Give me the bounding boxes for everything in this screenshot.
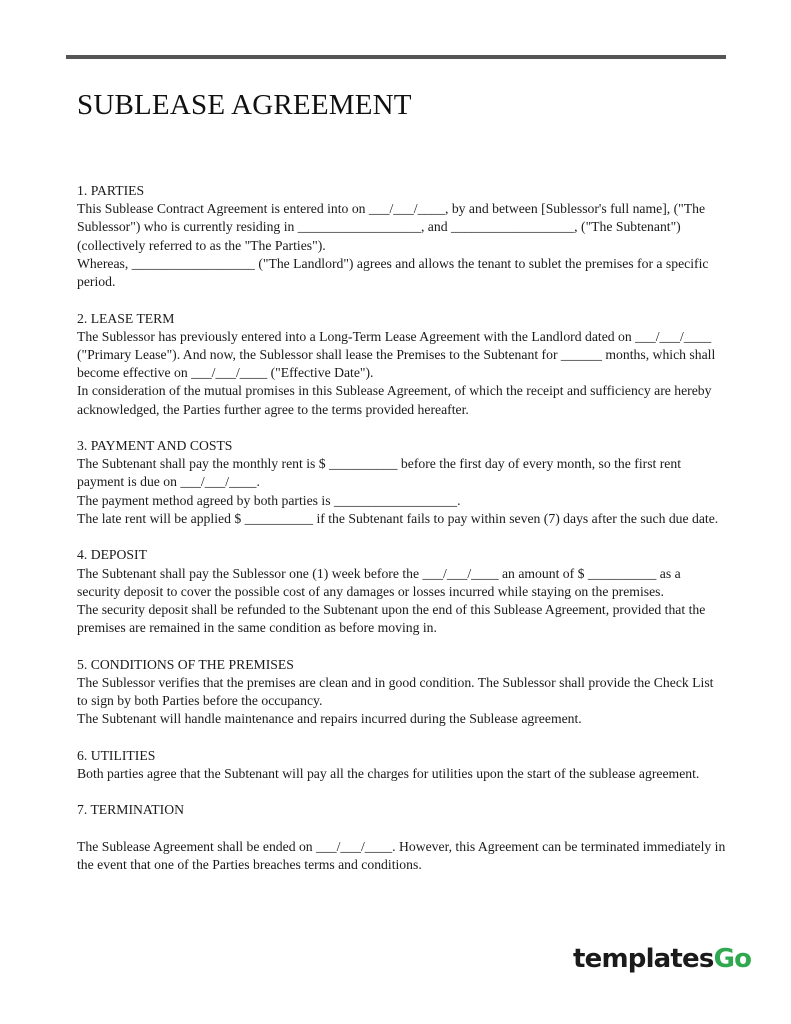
section-heading: 1. PARTIES [77, 183, 145, 198]
section-heading: 2. LEASE TERM [77, 310, 175, 326]
section-paragraph: The Subtenant shall pay the Sublessor one (1) week before the ___/___/____ an amount of $ __________ as a security deposit to cover the possible cost of any damages or losses incurred while staying on the premises. [77, 565, 681, 599]
section-deposit [77, 546, 727, 637]
section-paragraph: The Subtenant shall pay the monthly rent is $ __________ before the first day of every month, so the first rent payment is due on ___/___/____. [77, 456, 682, 490]
section-heading: 5. CONDITIONS OF THE PREMISES [77, 656, 294, 672]
section-payment-and-costs [77, 437, 727, 528]
section-paragraph: The Sublessor has previously entered into a Long-Term Lease Agreement with the Landlord dated on ___/___/____ ("Primary Lease"). And now, the Sublessor shall lease the Premises to the Subtenant for ______ months, which shall become effective on ___/___/____ ("Effective Date"). [77, 328, 716, 381]
top-divider [66, 55, 726, 59]
section-paragraph: Whereas, __________________ ("The Landlord") agrees and allows the tenant to sublet the premises for a specific period. [77, 255, 709, 290]
section-conditions-of-premises [77, 656, 727, 729]
logo-text-templates: templates [573, 944, 714, 974]
section-paragraph: The payment method agreed by both parties is __________________. [77, 492, 461, 508]
section-paragraph: The security deposit shall be refunded to the Subtenant upon the end of this Sublease Agreement, provided that the premises are remained in the same condition as before moving in. [77, 601, 706, 636]
section-paragraph: The Subtenant will handle maintenance and repairs incurred during the Sublease agreement. [77, 711, 582, 727]
document-title: SUBLEASE AGREEMENT [77, 89, 412, 121]
section-heading: 7. TERMINATION [77, 802, 184, 818]
templatesgo-logo [573, 944, 751, 974]
document-body [77, 182, 727, 893]
section-paragraph: The Sublessor verifies that the premises are clean and in good condition. The Sublessor shall provide the Check List to sign by both Parties before the occupancy. [77, 674, 714, 709]
section-utilities [77, 747, 727, 783]
section-paragraph: The late rent will be applied $ __________ if the Subtenant fails to pay within seven (7) days after the such due date. [77, 510, 719, 526]
section-paragraph: This Sublease Contract Agreement is entered into on ___/___/____, by and between [Sublessor's full name], ("The Sublessor") who is currently residing in __________________, and __________________, ("The Subtenant") (collectively referred to as the "The Parties"). [77, 201, 706, 253]
section-paragraph: In consideration of the mutual promises in this Sublease Agreement, of which the receipt and sufficiency are hereby acknowledged, the Parties further agree to the terms provided hereafter. [77, 383, 712, 417]
section-heading: 3. PAYMENT AND COSTS [77, 438, 233, 454]
section-termination [77, 801, 727, 874]
section-lease-term [77, 310, 727, 419]
section-parties [77, 182, 727, 291]
section-paragraph: Both parties agree that the Subtenant will pay all the charges for utilities upon the start of the sublease agreement. [77, 765, 700, 781]
blank-line [77, 820, 727, 838]
section-paragraph: The Sublease Agreement shall be ended on ___/___/____. However, this Agreement can be terminated immediately in the event that one of the Parties breaches terms and conditions. [77, 838, 726, 873]
logo-text-go: Go [713, 944, 752, 974]
section-heading: 6. UTILITIES [77, 747, 156, 763]
section-heading: 4. DEPOSIT [77, 547, 147, 563]
